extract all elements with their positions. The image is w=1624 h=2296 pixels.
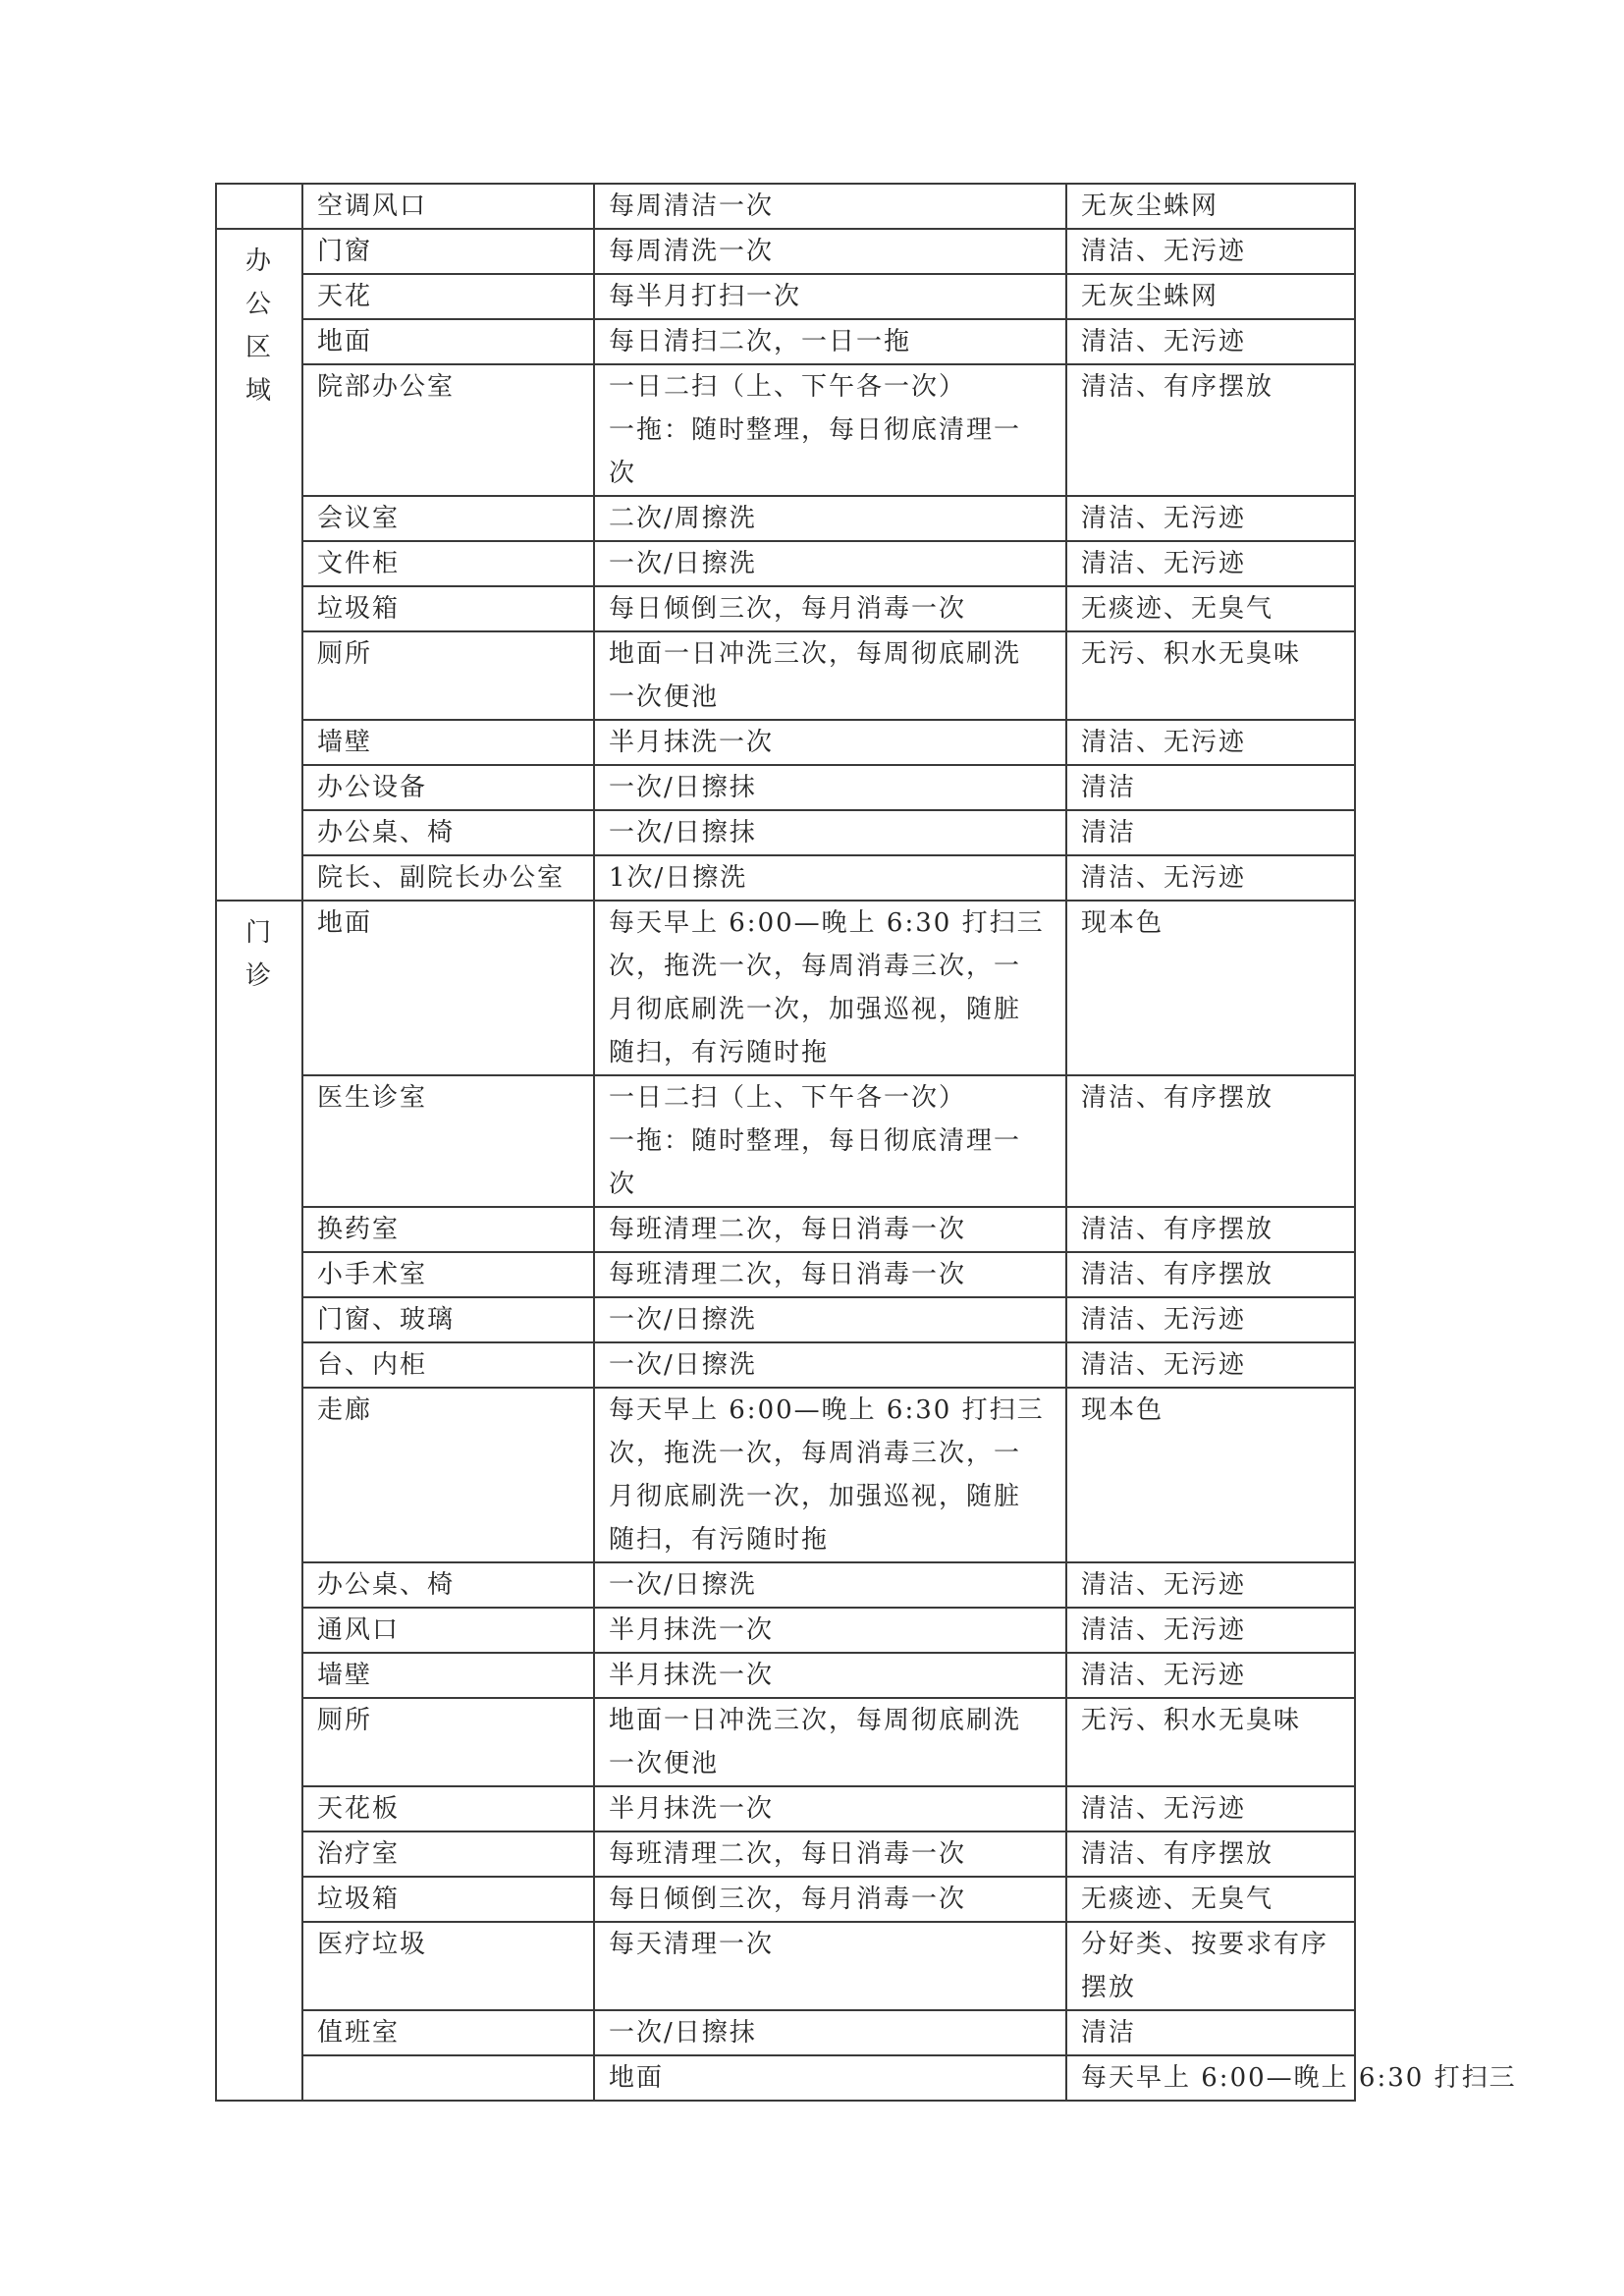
standard-cell	[1066, 810, 1355, 855]
standard-cell	[1066, 855, 1355, 901]
frequency-cell	[594, 274, 1066, 319]
cell-text-line: 厕所	[317, 639, 373, 669]
cell-text-line: 半月抹洗一次	[609, 1661, 775, 1690]
cell-text-line: 清洁	[1081, 2018, 1137, 2048]
cell-text-line: 地面	[317, 327, 373, 356]
cell-text-line: 半月抹洗一次	[609, 1615, 775, 1645]
item-cell	[302, 586, 594, 631]
standard-cell	[1066, 1342, 1355, 1388]
frequency-cell	[1066, 2055, 1517, 2101]
cell-text-line: 每班清理二次，每日消毒一次	[609, 1839, 967, 1869]
cell-text-line: 清洁、无污迹	[1081, 504, 1247, 533]
standard-cell	[1066, 2010, 1355, 2055]
cell-text-line: 清洁、无污迹	[1081, 1661, 1247, 1690]
cell-text-line: 一拖：随时整理，每日彻底清理一	[609, 415, 1022, 445]
cell-text-line: 门窗	[317, 237, 373, 266]
cell-text-line: 无痰迹、无臭气	[1081, 594, 1274, 624]
cell-text-line: 台、内柜	[317, 1350, 428, 1380]
cell-text-line: 地面一日冲洗三次，每周彻底刷洗	[609, 1706, 1022, 1735]
area-label-char: 办	[244, 246, 273, 276]
area-label-char: 门	[244, 918, 273, 948]
standard-cell	[1066, 364, 1355, 496]
item-cell	[302, 364, 594, 496]
standard-cell	[1066, 1831, 1355, 1877]
standard-cell	[1066, 319, 1355, 364]
table-row	[216, 1342, 1355, 1388]
cell-text-line: 清洁、无污迹	[1081, 327, 1247, 356]
cell-text-line: 一次/日擦洗	[609, 549, 757, 578]
area-cell-empty	[302, 2055, 594, 2101]
cell-text-line: 门窗、玻璃	[317, 1305, 456, 1335]
cell-text-line: 随扫，有污随时拖	[609, 1525, 830, 1555]
standard-cell	[1066, 274, 1355, 319]
table-row	[216, 1698, 1355, 1786]
cell-text-line: 分好类、按要求有序	[1081, 1930, 1329, 1959]
frequency-cell	[594, 1342, 1066, 1388]
item-cell	[302, 1831, 594, 1877]
standard-cell	[1066, 586, 1355, 631]
item-cell	[302, 855, 594, 901]
cell-text-line: 一次便池	[609, 1749, 720, 1778]
cell-text-line: 每日倾倒三次，每月消毒一次	[609, 594, 967, 624]
cell-text-line: 一日二扫（上、下午各一次）	[609, 372, 967, 402]
table-row	[216, 364, 1355, 496]
cell-text-line: 文件柜	[317, 549, 401, 578]
table-row	[216, 1207, 1355, 1252]
cell-text-line: 一次便池	[609, 683, 720, 712]
table-row	[216, 1075, 1355, 1207]
item-cell	[302, 1342, 594, 1388]
cell-text-line: 次	[609, 459, 637, 488]
cell-text-line: 值班室	[317, 2018, 401, 2048]
cell-text-line: 天花	[317, 282, 373, 311]
standard-cell	[1066, 1698, 1355, 1786]
cleaning-schedule-table	[215, 183, 1517, 2102]
cell-text-line: 每班清理二次，每日消毒一次	[609, 1260, 967, 1289]
cell-text-line: 清洁、有序摆放	[1081, 1260, 1274, 1289]
cell-text-line: 空调风口	[317, 191, 428, 221]
cell-text-line: 一次/日擦洗	[609, 1350, 757, 1380]
cell-text-line: 现本色	[1081, 1395, 1164, 1425]
standard-cell	[1066, 541, 1355, 586]
item-cell	[302, 1877, 594, 1922]
cell-text-line: 院长、副院长办公室	[317, 863, 566, 893]
item-cell	[302, 765, 594, 810]
cell-text-line: 每周清洗一次	[609, 237, 775, 266]
cell-text-line: 二次/周擦洗	[609, 504, 757, 533]
table-row	[216, 2010, 1355, 2055]
cell-text-line: 清洁、无污迹	[1081, 237, 1247, 266]
frequency-cell	[594, 1252, 1066, 1297]
cell-text-line: 院部办公室	[317, 372, 456, 402]
cell-text-line: 一日二扫（上、下午各一次）	[609, 1083, 967, 1113]
frequency-cell	[594, 720, 1066, 765]
standard-cell	[1066, 1922, 1355, 2010]
table-row	[216, 1786, 1355, 1831]
frequency-cell	[594, 901, 1066, 1075]
area-label-char: 区	[244, 333, 273, 362]
table-body	[216, 184, 1517, 2101]
cell-text-line: 通风口	[317, 1615, 401, 1645]
table-row	[216, 810, 1355, 855]
item-cell	[302, 229, 594, 274]
cell-text-line: 一次/日擦洗	[609, 1570, 757, 1600]
cell-text-line: 清洁、无污迹	[1081, 1305, 1247, 1335]
cell-text-line: 办公桌、椅	[317, 1570, 456, 1600]
cell-text-line: 清洁、有序摆放	[1081, 1083, 1274, 1113]
cell-text-line: 无污、积水无臭味	[1081, 639, 1302, 669]
table-row	[216, 765, 1355, 810]
frequency-cell	[594, 1698, 1066, 1786]
area-label-char: 公	[244, 290, 273, 319]
frequency-cell	[594, 765, 1066, 810]
cell-text-line: 清洁、无污迹	[1081, 1570, 1247, 1600]
item-cell	[302, 1207, 594, 1252]
cell-text-line: 清洁、有序摆放	[1081, 1215, 1274, 1244]
cell-text-line: 地面一日冲洗三次，每周彻底刷洗	[609, 639, 1022, 669]
frequency-cell	[594, 229, 1066, 274]
standard-cell	[1066, 1608, 1355, 1653]
cell-text-line: 地面	[317, 908, 373, 938]
cell-text-line: 换药室	[317, 1215, 401, 1244]
frequency-cell	[594, 1297, 1066, 1342]
area-cell-empty	[216, 184, 302, 229]
item-cell	[302, 2010, 594, 2055]
cell-text-line: 小手术室	[317, 1260, 428, 1289]
frequency-cell	[594, 855, 1066, 901]
standard-cell	[1066, 1786, 1355, 1831]
cell-text-line: 清洁、无污迹	[1081, 1794, 1247, 1824]
item-cell	[302, 1388, 594, 1562]
table-row	[216, 1252, 1355, 1297]
frequency-cell	[594, 1075, 1066, 1207]
cell-text-line: 1次/日擦洗	[609, 863, 748, 893]
frequency-cell	[594, 1877, 1066, 1922]
cell-text-line: 月彻底刷洗一次，加强巡视，随脏	[609, 1482, 1022, 1511]
cell-text-line: 每半月打扫一次	[609, 282, 802, 311]
frequency-cell	[594, 1831, 1066, 1877]
cell-text-line: 清洁、无污迹	[1081, 1615, 1247, 1645]
cell-text-line: 墙壁	[317, 728, 373, 757]
standard-cell	[1066, 720, 1355, 765]
cell-text-line: 垃圾箱	[317, 594, 401, 624]
item-cell	[302, 901, 594, 1075]
frequency-cell	[594, 496, 1066, 541]
table-row	[216, 855, 1355, 901]
cell-text-line: 次，拖洗一次，每周消毒三次，一	[609, 952, 1022, 981]
item-cell	[302, 1562, 594, 1608]
standard-cell	[1066, 1562, 1355, 1608]
cell-text-line: 垃圾箱	[317, 1885, 401, 1914]
table-row	[216, 274, 1355, 319]
item-cell	[302, 1075, 594, 1207]
cell-text-line: 每日清扫二次，一日一拖	[609, 327, 912, 356]
cell-text-line: 每天早上 6:00—晚上 6:30 打扫三	[1081, 2063, 1517, 2093]
cell-text-line: 每天早上 6:00—晚上 6:30 打扫三	[609, 908, 1045, 938]
item-cell	[302, 720, 594, 765]
cell-text-line: 会议室	[317, 504, 401, 533]
standard-cell	[1066, 496, 1355, 541]
frequency-cell	[594, 1207, 1066, 1252]
cell-text-line: 次	[609, 1170, 637, 1199]
cell-text-line: 医疗垃圾	[317, 1930, 428, 1959]
item-cell	[302, 1786, 594, 1831]
standard-cell	[1066, 901, 1355, 1075]
item-cell	[302, 1252, 594, 1297]
cell-text-line: 清洁、无污迹	[1081, 1350, 1247, 1380]
cell-text-line: 半月抹洗一次	[609, 728, 775, 757]
frequency-cell	[594, 1922, 1066, 2010]
item-cell	[302, 496, 594, 541]
table-row	[216, 184, 1355, 229]
frequency-cell	[594, 319, 1066, 364]
cell-text-line: 每日倾倒三次，每月消毒一次	[609, 1885, 967, 1914]
standard-cell	[1066, 1252, 1355, 1297]
standard-cell	[1066, 1877, 1355, 1922]
table-row	[216, 2055, 1355, 2101]
frequency-cell	[594, 1653, 1066, 1698]
standard-cell	[1066, 1653, 1355, 1698]
cell-text-line: 随扫，有污随时拖	[609, 1038, 830, 1067]
item-cell	[302, 1297, 594, 1342]
table-row	[216, 1877, 1355, 1922]
cell-text-line: 清洁、有序摆放	[1081, 1839, 1274, 1869]
area-cell-clinic	[216, 901, 302, 2101]
table-row	[216, 1922, 1355, 2010]
cell-text-line: 一次/日擦洗	[609, 1305, 757, 1335]
cell-text-line: 办公桌、椅	[317, 818, 456, 847]
standard-cell	[1066, 1388, 1355, 1562]
standard-cell	[1066, 1075, 1355, 1207]
item-cell	[302, 1608, 594, 1653]
frequency-cell	[594, 810, 1066, 855]
item-cell	[302, 631, 594, 720]
standard-cell	[1066, 631, 1355, 720]
table-row	[216, 1831, 1355, 1877]
cell-text-line: 清洁、无污迹	[1081, 549, 1247, 578]
table-row	[216, 1297, 1355, 1342]
item-cell	[302, 319, 594, 364]
frequency-cell	[594, 2010, 1066, 2055]
cell-text-line: 清洁	[1081, 818, 1137, 847]
area-label-char: 诊	[244, 961, 273, 991]
item-cell	[302, 1922, 594, 2010]
cell-text-line: 无痰迹、无臭气	[1081, 1885, 1274, 1914]
item-cell	[594, 2055, 1066, 2101]
cell-text-line: 现本色	[1081, 908, 1164, 938]
table-row	[216, 229, 1355, 274]
frequency-cell	[594, 364, 1066, 496]
frequency-cell	[594, 586, 1066, 631]
cell-text-line: 清洁、无污迹	[1081, 863, 1247, 893]
frequency-cell	[594, 184, 1066, 229]
cell-text-line: 月彻底刷洗一次，加强巡视，随脏	[609, 995, 1022, 1024]
item-cell	[302, 810, 594, 855]
frequency-cell	[594, 1562, 1066, 1608]
cell-text-line: 次，拖洗一次，每周消毒三次，一	[609, 1439, 1022, 1468]
frequency-cell	[594, 541, 1066, 586]
item-cell	[302, 541, 594, 586]
table-row	[216, 901, 1355, 1075]
standard-cell	[1066, 1207, 1355, 1252]
cell-text-line: 一次/日擦抹	[609, 818, 757, 847]
cell-text-line: 每班清理二次，每日消毒一次	[609, 1215, 967, 1244]
cell-text-line: 摆放	[1081, 1973, 1137, 2002]
table-row	[216, 1653, 1355, 1698]
table-row	[216, 586, 1355, 631]
cell-text-line: 每天早上 6:00—晚上 6:30 打扫三	[609, 1395, 1045, 1425]
frequency-cell	[594, 1608, 1066, 1653]
cell-text-line: 清洁、无污迹	[1081, 728, 1247, 757]
table-row	[216, 1562, 1355, 1608]
cell-text-line: 每周清洁一次	[609, 191, 775, 221]
cell-text-line: 无灰尘蛛网	[1081, 282, 1219, 311]
table-row	[216, 319, 1355, 364]
standard-cell	[1066, 1297, 1355, 1342]
table-row	[216, 496, 1355, 541]
cell-text-line: 无灰尘蛛网	[1081, 191, 1219, 221]
frequency-cell	[594, 1786, 1066, 1831]
cell-text-line: 天花板	[317, 1794, 401, 1824]
frequency-cell	[594, 1388, 1066, 1562]
item-cell	[302, 1698, 594, 1786]
cell-text-line: 医生诊室	[317, 1083, 428, 1113]
item-cell	[302, 274, 594, 319]
item-cell	[302, 1653, 594, 1698]
cell-text-line: 一次/日擦抹	[609, 2018, 757, 2048]
cell-text-line: 半月抹洗一次	[609, 1794, 775, 1824]
table-row	[216, 1388, 1355, 1562]
cell-text-line: 地面	[609, 2063, 665, 2093]
cell-text-line: 厕所	[317, 1706, 373, 1735]
standard-cell	[1066, 229, 1355, 274]
cell-text-line: 墙壁	[317, 1661, 373, 1690]
cell-text-line: 一拖：随时整理，每日彻底清理一	[609, 1126, 1022, 1156]
cell-text-line: 一次/日擦抹	[609, 773, 757, 802]
cell-text-line: 无污、积水无臭味	[1081, 1706, 1302, 1735]
cell-text-line: 清洁、有序摆放	[1081, 372, 1274, 402]
standard-cell	[1066, 184, 1355, 229]
cell-text-line: 每天清理一次	[609, 1930, 775, 1959]
table-row	[216, 541, 1355, 586]
table-row	[216, 1608, 1355, 1653]
cell-text-line: 走廊	[317, 1395, 373, 1425]
area-label-char: 域	[244, 376, 273, 406]
area-cell-office	[216, 229, 302, 901]
cell-text-line: 办公设备	[317, 773, 428, 802]
table-row	[216, 631, 1355, 720]
table-row	[216, 720, 1355, 765]
frequency-cell	[594, 631, 1066, 720]
cell-text-line: 治疗室	[317, 1839, 401, 1869]
cell-text-line: 清洁	[1081, 773, 1137, 802]
standard-cell	[1066, 765, 1355, 810]
item-cell	[302, 184, 594, 229]
